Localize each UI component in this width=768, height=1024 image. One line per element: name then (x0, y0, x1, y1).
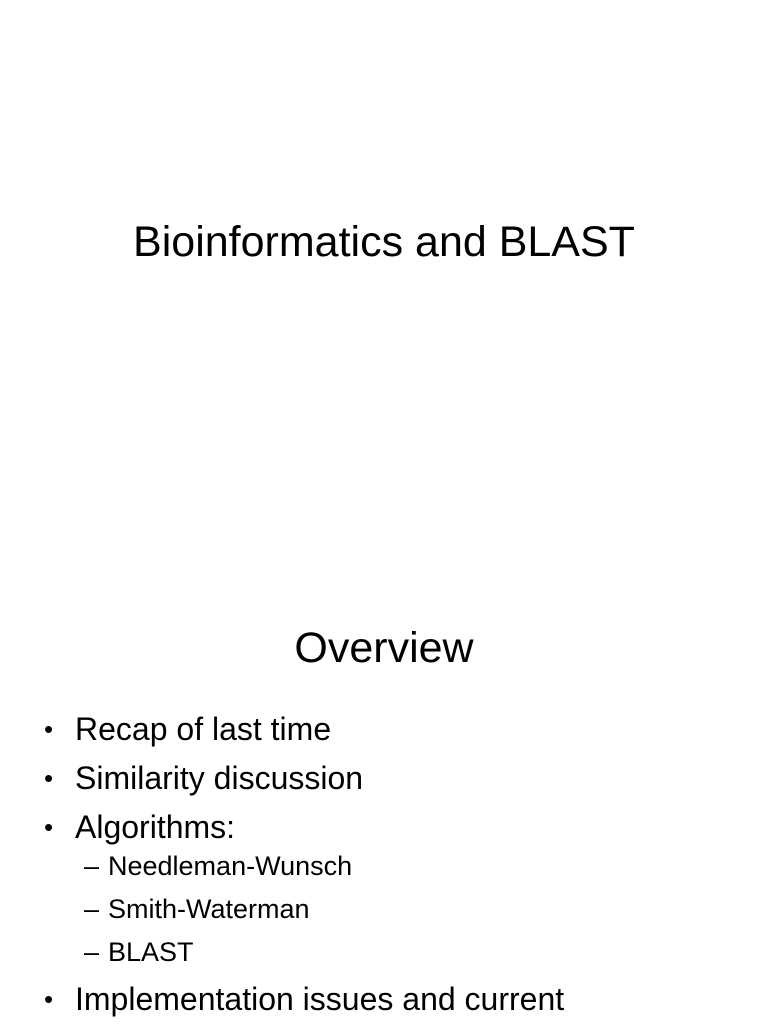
overview-slide (0, 576, 768, 1024)
bullet-icon: • (44, 763, 54, 793)
bullet-icon: • (44, 812, 54, 842)
bullet-list (0, 710, 768, 1024)
bullet-item (0, 808, 768, 969)
dash-icon: – (84, 937, 100, 967)
slide-heading: Overview (294, 624, 474, 672)
sub-bullet-text: Needleman-Wunsch (108, 851, 353, 881)
bullet-icon: • (44, 984, 54, 1014)
dash-icon: – (84, 851, 100, 881)
sub-bullet-item (75, 893, 768, 926)
bullet-item (0, 759, 768, 797)
bullet-text: Algorithms: (75, 809, 236, 845)
sub-bullet-item (75, 850, 768, 883)
bullet-text: Implementation issues and current (75, 981, 565, 1017)
bullet-text: Recap of last time (75, 711, 332, 747)
bullet-text: Similarity discussion (75, 760, 364, 796)
bullet-item (0, 980, 768, 1018)
sub-bullet-item (75, 936, 768, 969)
dash-icon: – (84, 894, 100, 924)
bullet-item (0, 710, 768, 748)
slide-title: Bioinformatics and BLAST (133, 218, 635, 266)
sub-bullet-list (75, 850, 768, 969)
bullet-icon: • (44, 714, 54, 744)
sub-bullet-text: Smith-Waterman (108, 894, 310, 924)
sub-bullet-text: BLAST (108, 937, 194, 967)
